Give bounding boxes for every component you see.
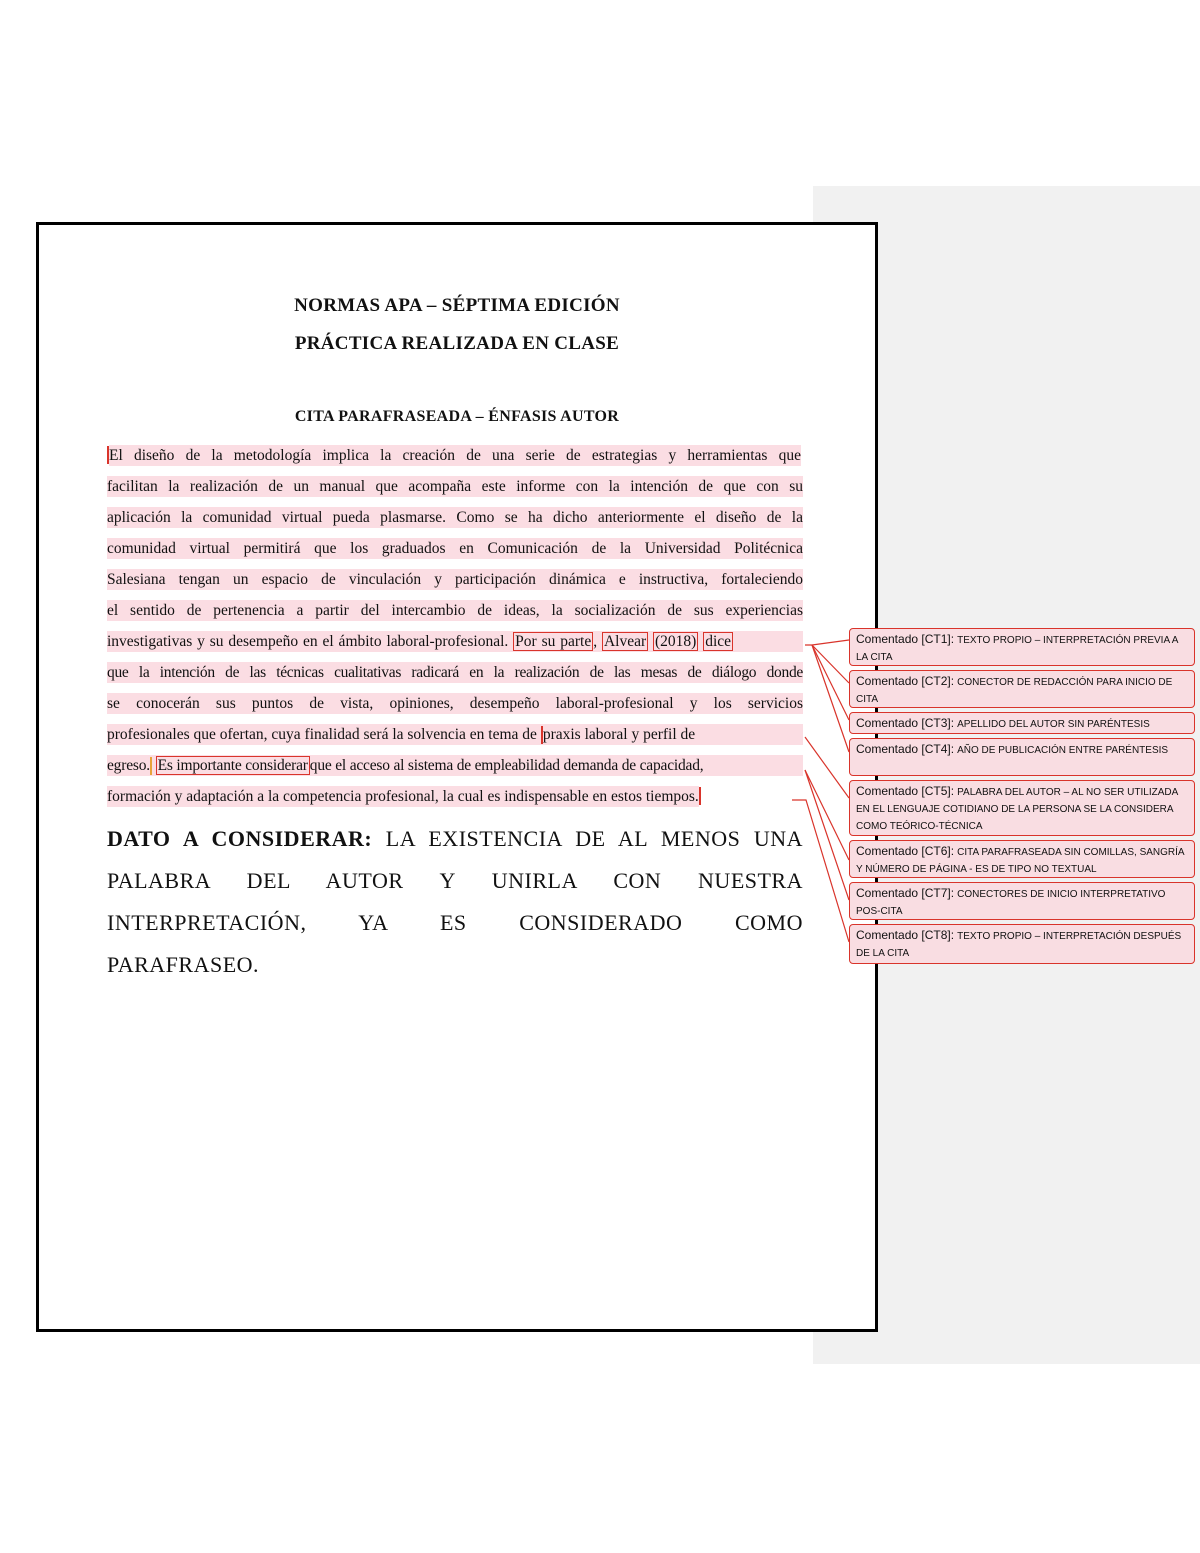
page-subtitle: PRÁCTICA REALIZADA EN CLASE [294, 333, 620, 354]
comment-ct8[interactable]: Comentado [CT8]: TEXTO PROPIO – INTERPRETACIÓN DESPUÉS DE LA CITA [849, 924, 1195, 964]
comment-ct4[interactable]: Comentado [CT4]: AÑO DE PUBLICACIÓN ENTRE PARÉNTESIS [849, 738, 1195, 776]
dato-a-considerar-note: DATO A CONSIDERAR: LA EXISTENCIA DE AL MENOS UNA PALABRA DEL AUTOR Y UNIRLA CON NUESTRA INTERPRETACIÓN, YA ES CONSIDERADO COMO PARAFRASEO. [107, 826, 804, 977]
section-heading: CITA PARAFRASEADA – ÉNFASIS AUTOR [294, 408, 620, 425]
leader-ct2 [812, 645, 849, 683]
comment-ct3[interactable]: Comentado [CT3]: APELLIDO DEL AUTOR SIN PARÉNTESIS [849, 712, 1195, 734]
paragraph-line: Salesiana tengan un espacio de vinculación y participación dinámica e instructiva, fortaleciendo [107, 570, 803, 588]
paragraph-line: formación y adaptación a la competencia profesional, la cual es indispensable en estos tiempos. [107, 787, 699, 805]
paragraph-line: se conocerán sus puntos de vista, opiniones, desempeño laboral-profesional y los servicios [107, 694, 803, 712]
paragraph-line: el sentido de pertenencia a partir del intercambio de ideas, la socialización de sus experiencias [107, 601, 803, 619]
author-verb[interactable]: dice [705, 632, 732, 650]
leader-ct4 [812, 645, 849, 752]
page-title: NORMAS APA – SÉPTIMA EDICIÓN [294, 295, 620, 316]
comment-ct1[interactable]: Comentado [CT1]: TEXTO PROPIO – INTERPRETACIÓN PREVIA A LA CITA [849, 628, 1195, 666]
paragraph-line: egreso. Es importante considerar que el acceso al sistema de empleabilidad demanda de capacidad, [107, 749, 803, 780]
leader-ct6 [805, 770, 849, 860]
paragraph-line-citation: investigativas y su desempeño en el ámbito laboral-profesional. Por su parte , Alvear (2018) dice [107, 625, 803, 656]
connector-es-importante-considerar[interactable]: Es importante considerar [157, 756, 308, 774]
comment-ct5[interactable]: Comentado [CT5]: PALABRA DEL AUTOR – AL NO SER UTILIZADA EN EL LENGUAJE COTIDIANO DE LA PERSONA SE LA CONSIDERA COMO TEÓRICO-TÉCNICA [849, 780, 1195, 836]
paragraph-line: facilitan la realización de un manual que acompaña este informe con la intención de que con su [107, 477, 803, 495]
publication-year[interactable]: (2018) [655, 632, 697, 650]
leader-ct8 [792, 800, 849, 942]
paragraph-line: profesionales que ofertan, cuya finalidad será la solvencia en tema de praxis laboral y perfil de [107, 718, 803, 749]
paragraph-line: aplicación la comunidad virtual pueda plasmarse. Como se ha dicho anteriormente el diseño de la [107, 508, 803, 526]
paragraph-line: que la intención de las técnicas cualitativas radicará en la realización de las mesas de diálogo donde [107, 663, 803, 681]
dato-label: DATO A CONSIDERAR: [107, 826, 373, 851]
comment-ct6[interactable]: Comentado [CT6]: CITA PARAFRASEADA SIN COMILLAS, SANGRÍA Y NÚMERO DE PÁGINA - ES DE TIPO NO TEXTUAL [849, 840, 1195, 878]
paragraph-line: El diseño de la metodología implica la creación de una serie de estrategias y herramientas que [109, 446, 801, 464]
connector-por-su-parte[interactable]: Por su parte [515, 632, 592, 650]
paragraph-line: comunidad virtual permitirá que los graduados en Comunicación de la Universidad Politécnica [107, 539, 803, 557]
comment-ct2[interactable]: Comentado [CT2]: CONECTOR DE REDACCIÓN PARA INICIO DE CITA [849, 670, 1195, 708]
leader-ct1 [805, 640, 849, 645]
author-surname[interactable]: Alvear [603, 632, 647, 650]
comment-ct7[interactable]: Comentado [CT7]: CONECTORES DE INICIO INTERPRETATIVO POS-CITA [849, 882, 1195, 920]
leader-ct3 [812, 645, 849, 720]
